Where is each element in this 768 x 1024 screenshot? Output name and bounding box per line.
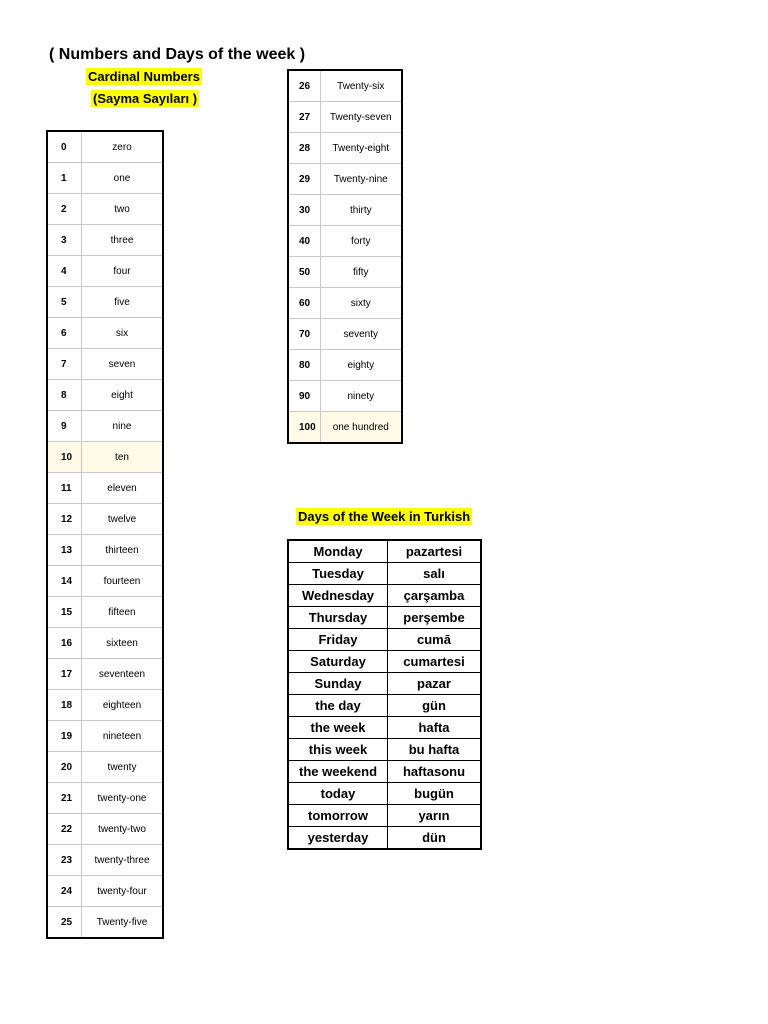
number-digit-cell: 80 [288,350,320,381]
days-of-week-table [287,539,482,850]
day-turkish-cell: bugün [388,783,482,805]
number-row [47,845,163,876]
day-row [288,827,481,850]
day-turkish-cell: perşembe [388,607,482,629]
day-english-cell: the weekend [288,761,388,783]
number-digit-cell: 70 [288,319,320,350]
number-digit-cell: 100 [288,412,320,444]
number-digit-cell: 20 [47,752,82,783]
number-row [288,195,402,226]
number-word-cell: twelve [82,504,164,535]
number-row [47,287,163,318]
number-word-cell: nine [82,411,164,442]
number-word-cell: twenty-three [82,845,164,876]
number-word-cell: twenty-two [82,814,164,845]
page-title: ( Numbers and Days of the week ) [49,46,306,63]
number-word-cell: fifty [320,257,402,288]
number-row [288,412,402,444]
day-turkish-cell: pazar [388,673,482,695]
number-row [47,442,163,473]
number-digit-cell: 22 [47,814,82,845]
days-of-week-heading: Days of the Week in Turkish [298,509,471,524]
number-word-cell: thirteen [82,535,164,566]
number-word-cell: four [82,256,164,287]
number-word-cell: seven [82,349,164,380]
number-word-cell: ninety [320,381,402,412]
day-row [288,761,481,783]
number-digit-cell: 26 [288,70,320,102]
day-turkish-cell: cumā [388,629,482,651]
day-row [288,673,481,695]
number-row [47,473,163,504]
number-row [288,70,402,102]
number-digit-cell: 16 [47,628,82,659]
number-digit-cell: 5 [47,287,82,318]
number-digit-cell: 7 [47,349,82,380]
number-row [47,783,163,814]
cardinal-numbers-subheading: (Sayma Sayıları ) [93,91,198,106]
day-row [288,695,481,717]
number-word-cell: Twenty-nine [320,164,402,195]
day-english-cell: Monday [288,540,388,563]
number-row [288,288,402,319]
day-english-cell: Friday [288,629,388,651]
number-row [47,597,163,628]
day-row [288,651,481,673]
day-english-cell: Wednesday [288,585,388,607]
day-row [288,717,481,739]
numbers-table-26-100 [287,69,403,444]
number-digit-cell: 19 [47,721,82,752]
number-row [47,256,163,287]
numbers-table-0-25 [46,130,164,939]
number-row [47,566,163,597]
number-digit-cell: 25 [47,907,82,939]
day-english-cell: tomorrow [288,805,388,827]
number-word-cell: twenty-four [82,876,164,907]
number-row [47,318,163,349]
number-row [47,752,163,783]
number-row [47,131,163,163]
number-digit-cell: 21 [47,783,82,814]
number-row [47,504,163,535]
number-word-cell: one [82,163,164,194]
day-turkish-cell: dün [388,827,482,850]
number-word-cell: twenty-one [82,783,164,814]
number-digit-cell: 27 [288,102,320,133]
number-digit-cell: 40 [288,226,320,257]
number-row [288,257,402,288]
day-turkish-cell: cumartesi [388,651,482,673]
day-turkish-cell: haftasonu [388,761,482,783]
number-digit-cell: 12 [47,504,82,535]
day-english-cell: today [288,783,388,805]
number-digit-cell: 18 [47,690,82,721]
number-digit-cell: 50 [288,257,320,288]
number-word-cell: Twenty-six [320,70,402,102]
number-word-cell: fourteen [82,566,164,597]
number-digit-cell: 90 [288,381,320,412]
day-english-cell: yesterday [288,827,388,850]
number-row [47,876,163,907]
number-word-cell: ten [82,442,164,473]
number-row [47,814,163,845]
number-row [47,659,163,690]
number-word-cell: sixty [320,288,402,319]
number-word-cell: three [82,225,164,256]
number-row [288,164,402,195]
number-digit-cell: 30 [288,195,320,226]
number-digit-cell: 29 [288,164,320,195]
number-digit-cell: 3 [47,225,82,256]
number-word-cell: thirty [320,195,402,226]
day-row [288,585,481,607]
number-digit-cell: 2 [47,194,82,225]
number-digit-cell: 0 [47,131,82,163]
day-row [288,607,481,629]
day-english-cell: Saturday [288,651,388,673]
number-digit-cell: 9 [47,411,82,442]
day-english-cell: Thursday [288,607,388,629]
number-row [288,226,402,257]
number-row [47,535,163,566]
number-word-cell: six [82,318,164,349]
number-digit-cell: 1 [47,163,82,194]
day-turkish-cell: hafta [388,717,482,739]
number-row [47,628,163,659]
number-digit-cell: 15 [47,597,82,628]
cardinal-numbers-heading: Cardinal Numbers [88,69,200,84]
number-word-cell: fifteen [82,597,164,628]
number-digit-cell: 17 [47,659,82,690]
number-digit-cell: 28 [288,133,320,164]
number-word-cell: five [82,287,164,318]
day-turkish-cell: bu hafta [388,739,482,761]
day-english-cell: this week [288,739,388,761]
day-turkish-cell: yarın [388,805,482,827]
number-row [47,721,163,752]
day-english-cell: Tuesday [288,563,388,585]
number-digit-cell: 6 [47,318,82,349]
number-word-cell: eleven [82,473,164,504]
number-row [47,411,163,442]
day-turkish-cell: salı [388,563,482,585]
number-row [47,349,163,380]
day-turkish-cell: gün [388,695,482,717]
number-word-cell: eight [82,380,164,411]
number-word-cell: zero [82,131,164,163]
number-row [47,690,163,721]
number-word-cell: seventy [320,319,402,350]
number-row [47,380,163,411]
number-word-cell: Twenty-eight [320,133,402,164]
number-word-cell: one hundred [320,412,402,444]
number-digit-cell: 23 [47,845,82,876]
day-row [288,783,481,805]
day-row [288,540,481,563]
number-digit-cell: 13 [47,535,82,566]
number-word-cell: Twenty-five [82,907,164,939]
day-turkish-cell: pazartesi [388,540,482,563]
number-digit-cell: 10 [47,442,82,473]
number-word-cell: seventeen [82,659,164,690]
number-row [47,225,163,256]
number-row [288,381,402,412]
number-row [47,907,163,939]
number-row [288,133,402,164]
number-row [288,102,402,133]
number-row [288,350,402,381]
number-row [47,163,163,194]
number-word-cell: forty [320,226,402,257]
day-turkish-cell: çarşamba [388,585,482,607]
number-digit-cell: 11 [47,473,82,504]
day-english-cell: the week [288,717,388,739]
number-word-cell: sixteen [82,628,164,659]
day-row [288,629,481,651]
day-row [288,805,481,827]
number-word-cell: twenty [82,752,164,783]
number-digit-cell: 8 [47,380,82,411]
number-row [47,194,163,225]
day-english-cell: the day [288,695,388,717]
number-row [288,319,402,350]
number-digit-cell: 24 [47,876,82,907]
number-word-cell: two [82,194,164,225]
number-word-cell: eighteen [82,690,164,721]
number-digit-cell: 60 [288,288,320,319]
day-english-cell: Sunday [288,673,388,695]
number-word-cell: nineteen [82,721,164,752]
day-row [288,739,481,761]
number-word-cell: Twenty-seven [320,102,402,133]
number-digit-cell: 14 [47,566,82,597]
number-word-cell: eighty [320,350,402,381]
number-digit-cell: 4 [47,256,82,287]
day-row [288,563,481,585]
